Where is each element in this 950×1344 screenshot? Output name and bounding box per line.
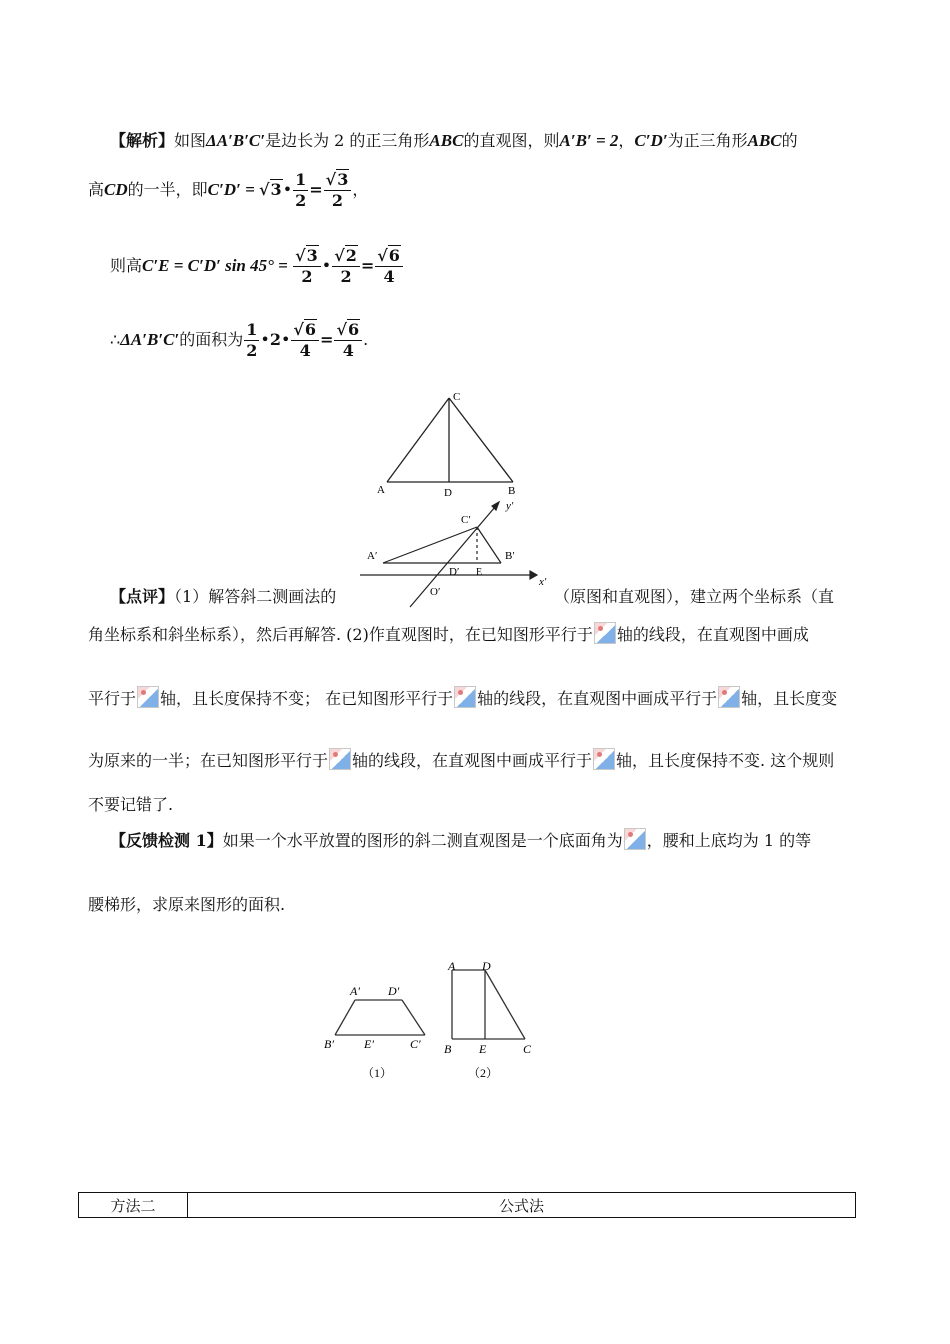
math-expr: C′D′ = xyxy=(207,180,260,199)
text-segment: 的直观图，则 xyxy=(463,131,560,150)
text-segment: ∴ xyxy=(110,330,121,349)
broken-image-icon xyxy=(593,748,615,770)
label-c-prime: C′ xyxy=(410,1037,421,1051)
analysis-line-1 xyxy=(110,128,798,151)
feedback-line-1 xyxy=(110,828,811,851)
comment-line-2 xyxy=(88,622,809,645)
math-cd: C′D′ xyxy=(634,131,668,150)
figure-trapezoids xyxy=(320,955,550,1085)
label-d: D xyxy=(444,487,452,499)
figure-triangles xyxy=(355,385,555,610)
math-triangle: ΔA′B′C′ xyxy=(206,131,266,150)
text-segment: 轴的线段，在直观图中画成平行于 xyxy=(352,751,593,770)
comment-line-3 xyxy=(88,686,837,709)
text-segment: 的面积为 xyxy=(179,330,244,349)
label-d-prime: D′ xyxy=(449,566,460,578)
text-segment: （原图和直观图），建立两个坐标系（直 xyxy=(554,587,835,606)
text-segment: 的 xyxy=(781,131,798,150)
math-abc: ABC xyxy=(747,131,782,150)
fraction-half: $\frac{1}{2}$ xyxy=(246,320,258,360)
text-segment: ，腰和上底均为 1 的等 xyxy=(646,831,812,850)
label-a-prime: A′ xyxy=(367,550,378,562)
text-segment: ， xyxy=(352,180,369,199)
label-y-prime: y′ xyxy=(506,500,514,512)
broken-image-icon xyxy=(137,686,159,708)
two: 2 xyxy=(269,330,281,349)
label-e: E xyxy=(476,567,483,578)
label-c: C xyxy=(523,1042,532,1056)
label-c: C xyxy=(453,391,461,403)
text-segment: 如果一个水平放置的图形的斜二测直观图是一个底面角为 xyxy=(222,831,623,850)
text-segment: 平行于 xyxy=(88,689,137,708)
label-a-prime: A′ xyxy=(350,984,360,998)
method-name: 方法二 xyxy=(79,1193,188,1218)
feedback-label: 【反馈检测 1】 xyxy=(110,831,223,850)
fraction-sqrt3-over-2: $\frac{√3}{2}$ xyxy=(324,170,352,211)
label-e: E xyxy=(479,1042,487,1056)
text-segment: 如图 xyxy=(174,131,207,150)
text-segment: 为正三角形 xyxy=(667,131,748,150)
fraction-sqrt3-over-2: $\frac{√3}{2}$ xyxy=(293,246,321,287)
text-segment: 高 xyxy=(88,180,105,199)
label-b-prime: B′ xyxy=(324,1037,334,1051)
comment-line-1b xyxy=(554,584,834,607)
original-trapezoid xyxy=(452,970,525,1039)
text-segment: 轴，且长度保持不变. 这个规则 xyxy=(616,751,835,770)
dot: • xyxy=(321,256,332,275)
text-segment: 轴的线段，在直观图中画成平行于 xyxy=(477,689,718,708)
text-segment: 为原来的一半；在已知图形平行于 xyxy=(88,751,329,770)
text-segment: 轴的线段，在直观图中画成 xyxy=(616,625,809,644)
analysis-line-3 xyxy=(110,246,404,287)
intuitive-trapezoid xyxy=(335,1000,425,1035)
fraction-sqrt6-over-4: $\frac{√6}{4}$ xyxy=(334,320,362,361)
label-d-prime: D′ xyxy=(388,984,400,998)
math-expr: C′E = C′D′ sin 45° = xyxy=(142,256,293,275)
caption-2: （2） xyxy=(468,1066,499,1080)
comment-line-1a xyxy=(110,584,336,607)
text-segment: . xyxy=(363,330,369,349)
label-b: B xyxy=(444,1042,452,1056)
comment-line-5 xyxy=(88,792,173,815)
comment-line-4 xyxy=(88,748,834,771)
label-d: D xyxy=(482,959,491,973)
math-ab: A′B′ = 2 xyxy=(559,131,619,150)
label-a: A xyxy=(377,484,385,496)
math-abc: ABC xyxy=(429,131,464,150)
intuitive-triangle xyxy=(383,527,501,563)
math-triangle: ΔA′B′C′ xyxy=(120,330,180,349)
feedback-line-2 xyxy=(88,892,285,915)
comment-label: 【点评】 xyxy=(110,587,175,606)
analysis-line-2 xyxy=(88,170,368,211)
label-c-prime: C′ xyxy=(461,514,471,526)
sqrt-3: √3 xyxy=(259,180,282,199)
fraction-sqrt6-over-4: $\frac{√6}{4}$ xyxy=(291,320,319,361)
label-b: B xyxy=(508,485,516,497)
dot: • xyxy=(282,180,293,199)
equals: = xyxy=(309,180,323,199)
table-row xyxy=(79,1193,856,1218)
broken-image-icon xyxy=(624,828,646,850)
equals: = xyxy=(320,330,334,349)
broken-image-icon xyxy=(594,622,616,644)
text-segment: 则高 xyxy=(110,256,143,275)
original-triangle xyxy=(387,398,513,482)
fraction-half: $\frac{1}{2}$ xyxy=(295,170,307,210)
caption-1: （1） xyxy=(362,1066,393,1080)
text-segment: 腰梯形，求原来图形的面积. xyxy=(88,895,286,914)
equals: = xyxy=(360,256,375,275)
label-o-prime: O′ xyxy=(430,586,441,598)
analysis-line-4 xyxy=(110,320,368,361)
text-segment: 不要记错了. xyxy=(88,795,174,814)
method-table xyxy=(78,1192,856,1218)
text-segment: 角坐标系和斜坐标系），然后再解答. (2)作直观图时，在已知图形平行于 xyxy=(88,625,593,644)
dot: • xyxy=(260,330,270,349)
label-x-prime: x′ xyxy=(539,576,547,588)
fraction-sqrt6-over-4: $\frac{√6}{4}$ xyxy=(375,246,403,287)
method-title: 公式法 xyxy=(188,1193,856,1218)
text-segment: 的一半，即 xyxy=(127,180,208,199)
math-cd: CD xyxy=(104,180,128,199)
text-segment: （1）解答斜二测画法的 xyxy=(174,587,337,606)
broken-image-icon xyxy=(718,686,740,708)
broken-image-icon xyxy=(454,686,476,708)
label-a: A xyxy=(448,959,456,973)
fraction-sqrt2-over-2: $\frac{√2}{2}$ xyxy=(332,246,360,287)
dot: • xyxy=(280,330,291,349)
label-e-prime: E′ xyxy=(364,1037,374,1051)
label-b-prime: B′ xyxy=(505,550,515,562)
text-segment: 轴，且长度变 xyxy=(741,689,838,708)
text-segment: ， xyxy=(618,131,635,150)
broken-image-icon xyxy=(329,748,351,770)
text-segment: 是边长为 2 的正三角形 xyxy=(265,131,430,150)
analysis-label: 【解析】 xyxy=(110,131,175,150)
text-segment: 轴，且长度保持不变； 在已知图形平行于 xyxy=(160,689,454,708)
